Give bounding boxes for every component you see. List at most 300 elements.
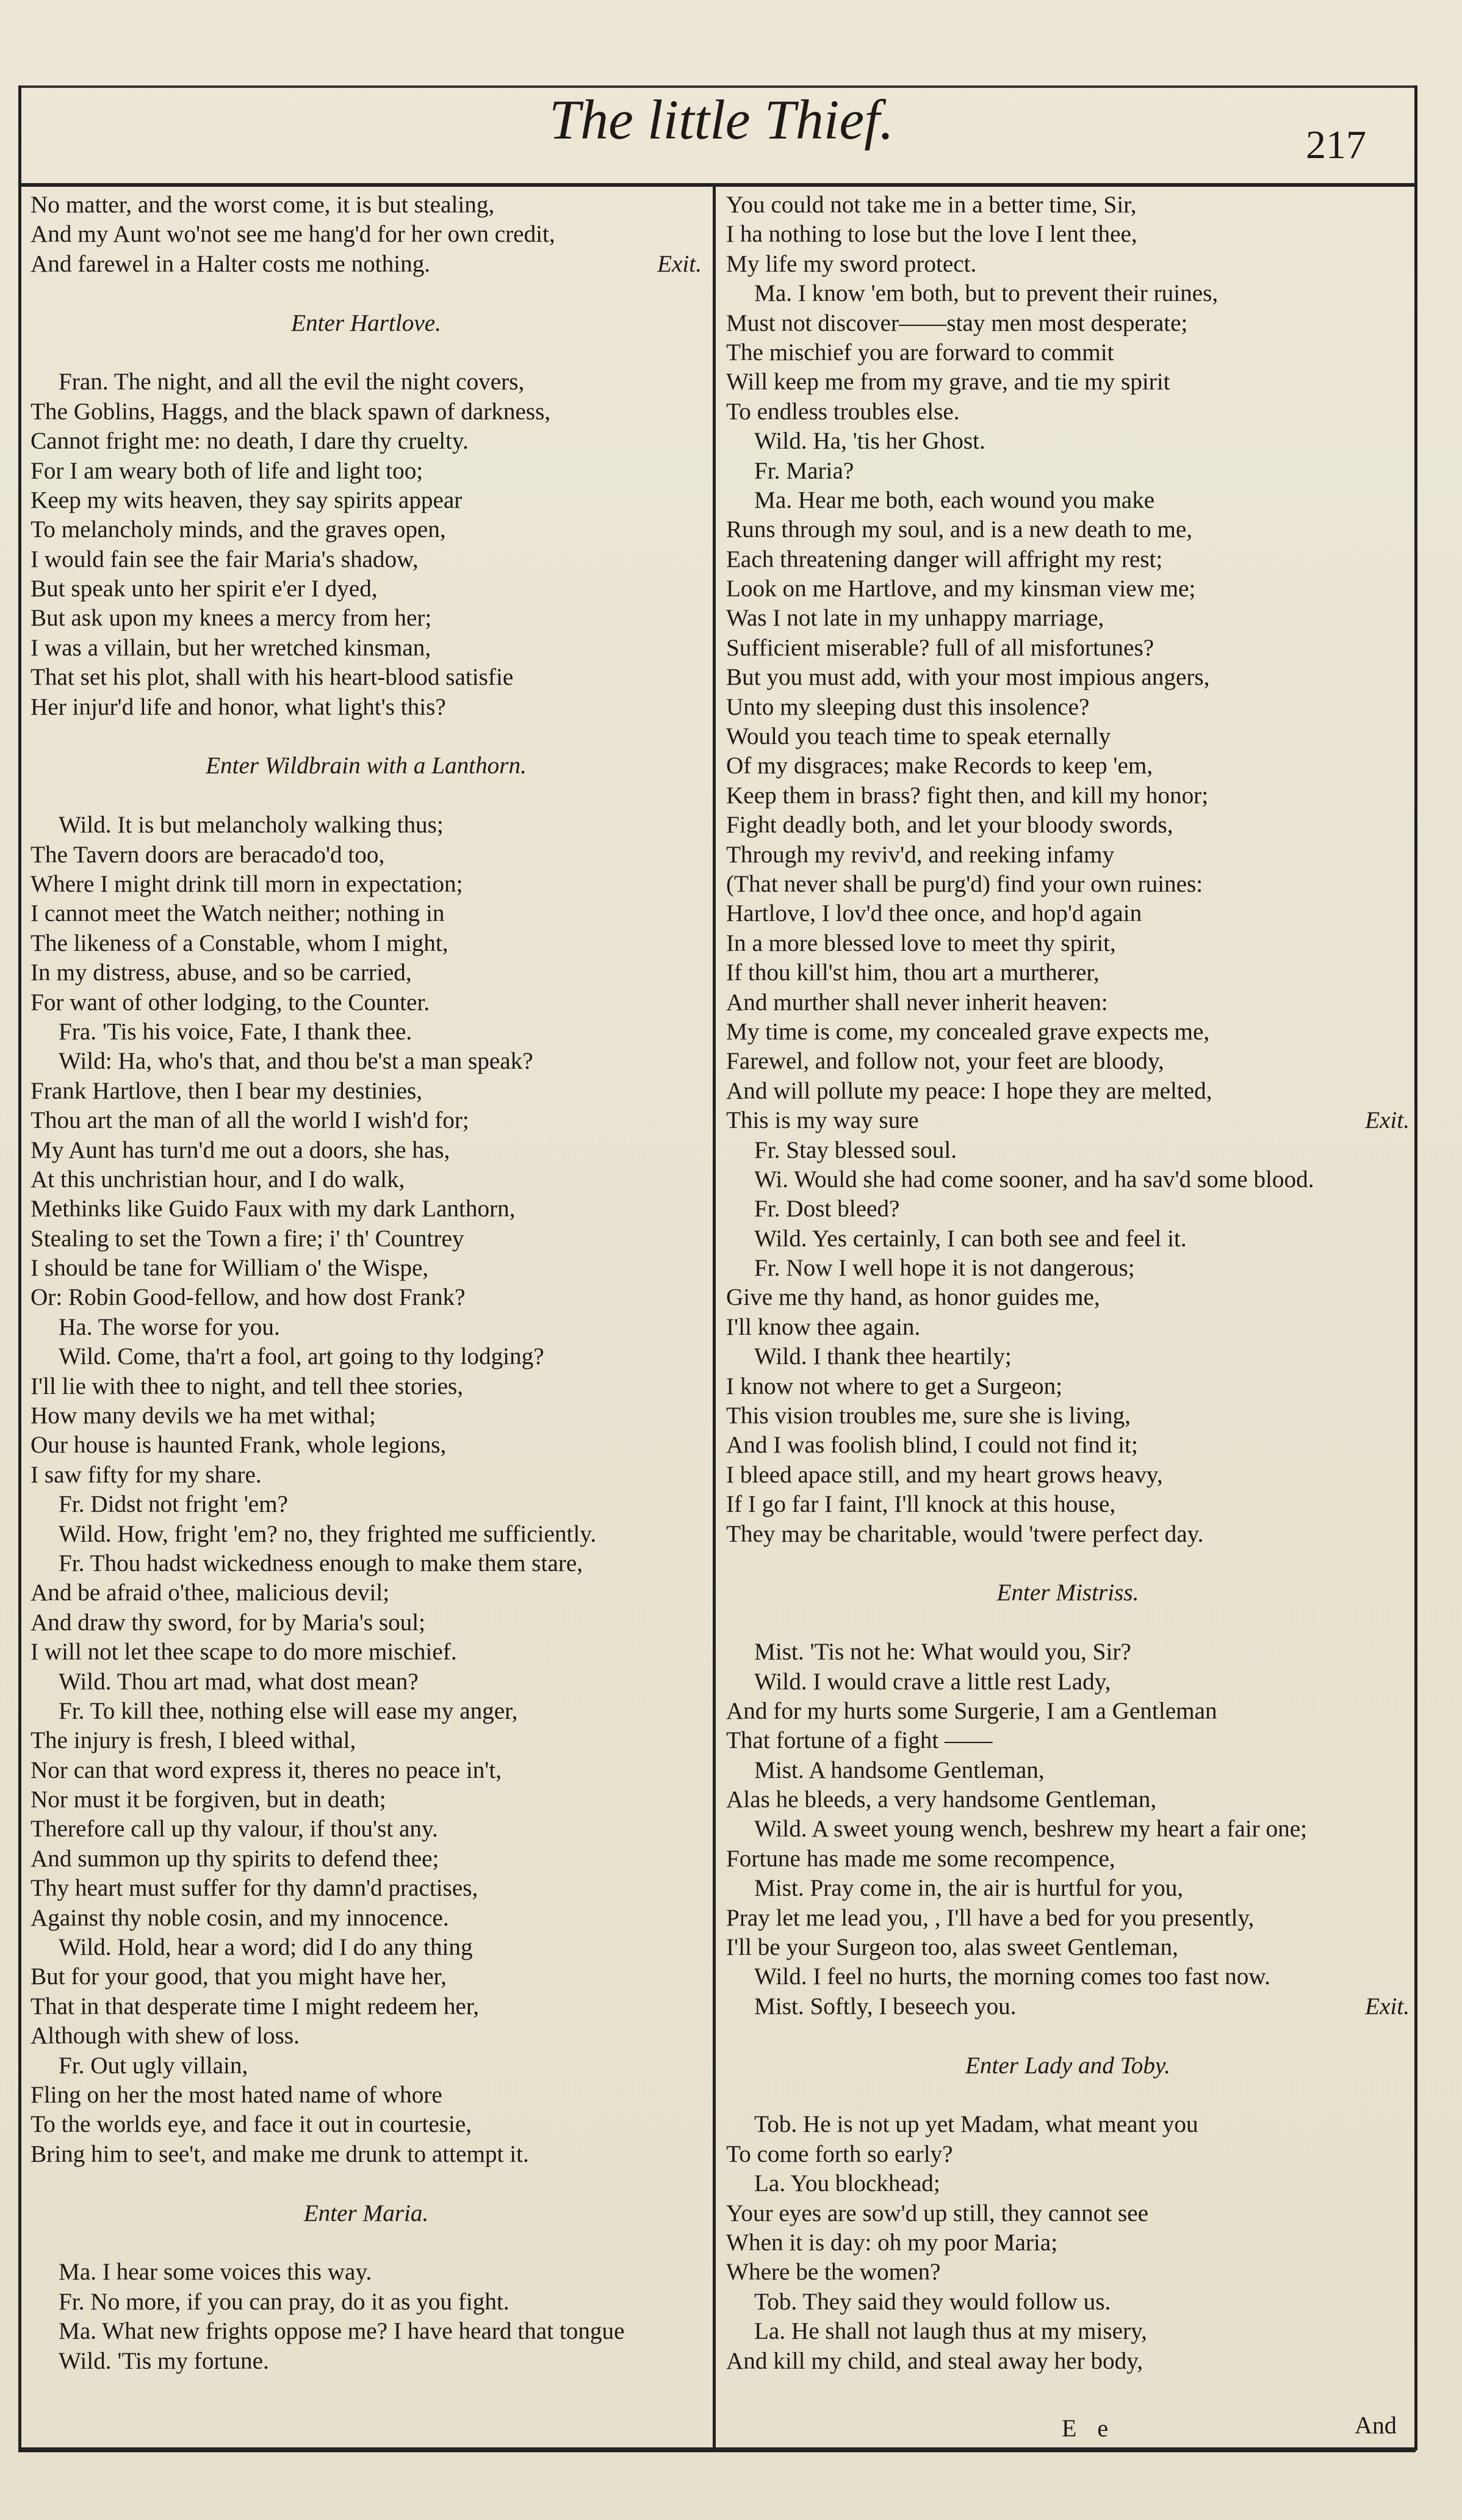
line-text: Enter Hartlove. [291, 309, 441, 336]
line-text: Fight deadly both, and let your bloody swords, [726, 812, 1173, 839]
line-text: Fr. No more, if you can pray, do it as you fight. [59, 2288, 510, 2315]
text-line [726, 663, 1410, 692]
text-line [31, 2287, 702, 2317]
line-text: Although with shew of loss. [31, 2023, 300, 2049]
text-line [31, 1814, 702, 1844]
text-line [726, 1224, 1410, 1254]
text-line [726, 1136, 1410, 1165]
line-text: But you must add, with your most impious angers, [726, 664, 1210, 691]
line-text: Our house is haunted Frank, whole legions, [31, 1432, 447, 1459]
line-text: Farewel, and follow not, your feet are bloody, [726, 1048, 1164, 1075]
line-text: Her injur'd life and honor, what light's this? [31, 693, 446, 720]
text-line [31, 545, 702, 574]
text-line [31, 663, 702, 692]
catchword: And [1355, 2411, 1397, 2439]
line-text: To the worlds eye, and face it out in courtesie, [31, 2111, 472, 2138]
running-title: The little Thief. [549, 88, 894, 151]
text-line [726, 1756, 1410, 1785]
text-line [31, 1401, 702, 1431]
line-text: To endless troubles else. [726, 398, 960, 425]
line-text: In my distress, abuse, and so be carried, [31, 959, 412, 986]
line-text: Wild. Hold, hear a word; did I do any thing [59, 1934, 473, 1961]
line-text: The mischief you are forward to commit [726, 339, 1114, 366]
text-line [726, 899, 1410, 928]
line-text: Sufficient miserable? full of all misfortunes? [726, 634, 1154, 661]
line-text: And farewel in a Halter costs me nothing. [31, 250, 431, 277]
line-text: Cannot fright me: no death, I dare thy cruelty. [31, 428, 469, 455]
text-line [726, 1490, 1410, 1519]
line-text: No matter, and the worst come, it is but stealing, [31, 192, 495, 218]
text-line [31, 988, 702, 1017]
line-text: And kill my child, and steal away her body, [726, 2347, 1143, 2374]
line-text: And draw thy sword, for by Maria's soul; [31, 1609, 426, 1636]
text-line [726, 1313, 1410, 1342]
text-line [31, 1933, 702, 1962]
text-line [726, 1165, 1410, 1194]
line-text: Must not discover——stay men most desperate; [726, 309, 1188, 336]
line-text: Enter Lady and Toby. [965, 2052, 1171, 2079]
left-text-column [31, 190, 702, 2376]
text-line [31, 2051, 702, 2081]
text-line [31, 1372, 702, 1401]
line-text: I would fain see the fair Maria's shadow, [31, 546, 419, 572]
text-line [726, 1372, 1410, 1401]
line-text: Wild. Yes certainly, I can both see and feel it. [754, 1225, 1187, 1252]
line-text: Enter Wildbrain with a Lanthorn. [206, 753, 527, 779]
line-text: Ha. The worse for you. [59, 1313, 280, 1340]
text-line [726, 309, 1410, 338]
blank-line [31, 279, 702, 308]
line-text: I'll lie with thee to night, and tell thee stories, [31, 1373, 464, 1399]
text-line [31, 1047, 702, 1076]
line-text: I bleed apace still, and my heart grows heavy, [726, 1461, 1163, 1488]
right-border-rule [1414, 85, 1417, 2450]
line-text: Each threatening danger will affright my rest; [726, 546, 1163, 572]
line-text: Look on me Hartlove, and my kinsman view me; [726, 576, 1196, 602]
text-line [726, 250, 1410, 279]
line-text: At this unchristian hour, and I do walk, [31, 1166, 405, 1193]
text-line [726, 811, 1410, 840]
line-text: I should be tane for William o' the Wispe, [31, 1255, 429, 1282]
text-line [726, 1460, 1410, 1490]
text-line [31, 2347, 702, 2376]
text-line [31, 1017, 702, 1047]
text-line [726, 1254, 1410, 1283]
text-line [31, 1194, 702, 1224]
line-text: To come forth so early? [726, 2140, 953, 2167]
line-text: Of my disgraces; make Records to keep 'em, [726, 753, 1153, 779]
text-line [726, 515, 1410, 544]
line-text: Wild. 'Tis my fortune. [59, 2347, 269, 2374]
text-line [31, 1992, 702, 2021]
text-line [31, 1874, 702, 1903]
text-line [726, 279, 1410, 308]
blank-line [31, 2228, 702, 2258]
line-text: Keep them in brass? fight then, and kill my honor; [726, 782, 1209, 809]
line-text: Wild. How, fright 'em? no, they frighted me sufficiently. [59, 1520, 597, 1547]
text-line [726, 545, 1410, 574]
text-line [726, 1283, 1410, 1312]
line-text: Methinks like Guido Faux with my dark Lanthorn, [31, 1196, 516, 1222]
blank-line [31, 338, 702, 367]
text-line [31, 1637, 702, 1667]
text-line [31, 2317, 702, 2346]
text-line [31, 1077, 702, 1106]
text-line [31, 1431, 702, 1460]
text-line [31, 190, 702, 220]
line-text: How many devils we ha met withal; [31, 1403, 376, 1429]
text-line [31, 220, 702, 249]
line-text: Pray let me lead you, , I'll have a bed for you presently, [726, 1904, 1255, 1931]
line-text: Mist. Pray come in, the air is hurtful for you, [754, 1875, 1184, 1902]
line-text: If I go far I faint, I'll knock at this house, [726, 1491, 1116, 1518]
text-line [31, 1667, 702, 1697]
line-text: Wild. Thou art mad, what dost mean? [59, 1668, 419, 1695]
text-line [726, 988, 1410, 1017]
line-text: This is my way sure [726, 1107, 919, 1134]
line-text: Enter Mistriss. [996, 1580, 1139, 1606]
line-text: Thy heart must suffer for thy damn'd practises, [31, 1875, 478, 1902]
line-text: That in that desperate time I might redeem her, [31, 1993, 480, 2020]
text-line [31, 929, 702, 958]
line-text: Nor must it be forgiven, but in death; [31, 1786, 386, 1813]
text-line [726, 693, 1410, 722]
line-text: Wild. I would crave a little rest Lady, [754, 1668, 1111, 1695]
line-text: I saw fifty for my share. [31, 1461, 262, 1488]
text-line [31, 1342, 702, 1371]
text-line [726, 486, 1410, 515]
line-text: Fr. Didst not fright 'em? [59, 1491, 289, 1518]
text-line [31, 1165, 702, 1194]
text-line [726, 751, 1410, 781]
text-line [31, 604, 702, 633]
text-line [31, 840, 702, 870]
text-line [726, 220, 1410, 249]
text-line [31, 1490, 702, 1519]
text-line [31, 367, 702, 397]
text-line [726, 1077, 1410, 1106]
line-text: And summon up thy spirits to defend thee; [31, 1845, 439, 1872]
text-line [31, 811, 702, 840]
line-text: But for your good, that you might have her, [31, 1963, 447, 1990]
text-line [31, 1313, 702, 1342]
text-line [726, 2347, 1410, 2376]
line-text: Enter Maria. [303, 2200, 429, 2226]
bottom-border-rule [18, 2447, 1416, 2452]
line-text: Fr. Thou hadst wickedness enough to make them stare, [59, 1550, 583, 1576]
blank-line [726, 1608, 1410, 1637]
text-line [31, 1726, 702, 1755]
text-line [726, 1962, 1410, 1991]
line-text: The Tavern doors are beracado'd too, [31, 841, 385, 868]
text-line [726, 1697, 1410, 1726]
text-line [31, 1785, 702, 1814]
line-text: Frank Hartlove, then I bear my destinies, [31, 1077, 423, 1104]
line-text: Was I not late in my unhappy marriage, [726, 605, 1104, 632]
text-line [726, 1637, 1410, 1667]
blank-line [726, 1549, 1410, 1578]
line-text: For want of other lodging, to the Counter. [31, 989, 430, 1016]
line-text: I'll know thee again. [726, 1313, 921, 1340]
line-text: Fr. To kill thee, nothing else will ease my anger, [59, 1697, 518, 1724]
text-line [726, 190, 1410, 220]
text-line [726, 1844, 1410, 1874]
line-text: Fr. Out ugly villain, [59, 2052, 248, 2079]
text-line [31, 693, 702, 722]
right-text-column [726, 190, 1410, 2376]
line-text: Fr. Stay blessed soul. [754, 1136, 957, 1163]
line-text: (That never shall be purg'd) find your own ruines: [726, 870, 1203, 897]
text-line [726, 1814, 1410, 1844]
left-border-rule [18, 85, 21, 2450]
line-text: And for my hurts some Surgerie, I am a Gentleman [726, 1697, 1217, 1724]
line-text: Stealing to set the Town a fire; i' th' Countrey [31, 1225, 464, 1252]
line-text: Ma. What new frights oppose me? I have heard that tongue [59, 2318, 625, 2345]
text-line [726, 574, 1410, 604]
exit-direction: Exit. [1365, 1993, 1410, 2020]
line-text: Wild. I feel no hurts, the morning comes too fast now. [754, 1963, 1270, 1990]
line-text: And my Aunt wo'not see me hang'd for her own credit, [31, 221, 555, 248]
line-text: For I am weary both of life and light too; [31, 457, 423, 484]
text-line [726, 2140, 1410, 2169]
text-line [31, 1106, 702, 1135]
line-text: Fr. Dost bleed? [754, 1196, 900, 1222]
line-text: And will pollute my peace: I hope they are melted, [726, 1077, 1212, 1104]
line-text: Where be the women? [726, 2259, 941, 2286]
text-line [31, 1520, 702, 1549]
line-text: When it is day: oh my poor Maria; [726, 2229, 1058, 2256]
line-text: Keep my wits heaven, they say spirits appear [31, 486, 463, 513]
line-text: The Goblins, Haggs, and the black spawn of darkness, [31, 398, 551, 425]
text-line [31, 634, 702, 663]
line-text: That fortune of a fight —— [726, 1727, 993, 1754]
line-text: The injury is fresh, I bleed withal, [31, 1727, 356, 1754]
text-line [31, 2021, 702, 2051]
text-line [726, 1874, 1410, 1903]
text-line [726, 2199, 1410, 2228]
exit-direction: Exit. [657, 250, 702, 277]
blank-line [31, 781, 702, 811]
line-text: Fran. The night, and all the evil the night covers, [59, 369, 525, 395]
exit-direction: Exit. [1365, 1107, 1410, 1134]
text-line [31, 2140, 702, 2169]
line-text: Fr. Now I well hope it is not dangerous; [754, 1255, 1135, 1282]
text-line [726, 1401, 1410, 1431]
text-line [726, 2110, 1410, 2139]
blank-line [726, 2081, 1410, 2110]
text-line [726, 427, 1410, 456]
text-line [726, 604, 1410, 633]
text-line [31, 574, 702, 604]
text-line [31, 1844, 702, 1874]
signature-mark: E e [1062, 2414, 1116, 2442]
stage-direction [31, 309, 702, 338]
line-text: My life my sword protect. [726, 250, 977, 277]
line-text: Tob. He is not up yet Madam, what meant you [754, 2111, 1198, 2138]
line-text: I cannot meet the Watch neither; nothing in [31, 900, 445, 927]
line-text: I ha nothing to lose but the love I lent thee, [726, 221, 1137, 248]
stage-direction [726, 1578, 1410, 1608]
page-number: 217 [1306, 123, 1366, 167]
text-line [31, 1283, 702, 1312]
text-line [726, 634, 1410, 663]
line-text: The likeness of a Constable, whom I might, [31, 930, 448, 956]
text-line [726, 1785, 1410, 1814]
line-text: Wild. Ha, 'tis her Ghost. [754, 428, 985, 455]
blank-line [726, 2021, 1410, 2051]
line-text: Ma. I know 'em both, but to prevent their ruines, [754, 280, 1219, 307]
text-line [726, 1904, 1410, 1933]
text-line [726, 1933, 1410, 1962]
text-line [31, 958, 702, 987]
line-text: Fra. 'Tis his voice, Fate, I thank thee. [59, 1018, 412, 1045]
text-line [726, 1726, 1410, 1755]
text-line [726, 958, 1410, 987]
line-text: Unto my sleeping dust this insolence? [726, 693, 1090, 720]
stage-direction [31, 751, 702, 781]
top-border-rule [18, 85, 1416, 88]
text-line [31, 427, 702, 456]
text-line [726, 870, 1410, 899]
text-line [31, 2110, 702, 2139]
text-line [31, 397, 702, 427]
line-text: Would you teach time to speak eternally [726, 723, 1111, 750]
column-divider-rule [713, 186, 716, 2447]
line-text: Nor can that word express it, theres no peace in't, [31, 1756, 502, 1783]
text-line [726, 2228, 1410, 2258]
text-line [726, 1431, 1410, 1460]
line-text: Mist. A handsome Gentleman, [754, 1756, 1045, 1783]
text-line [726, 1106, 1410, 1135]
line-text: But speak unto her spirit e'er I dyed, [31, 576, 378, 602]
text-line [31, 1224, 702, 1254]
line-text: Fling on her the most hated name of whore [31, 2082, 442, 2108]
text-line [726, 2169, 1410, 2198]
line-text: In a more blessed love to meet thy spirit, [726, 930, 1116, 956]
line-text: And I was foolish blind, I could not find it; [726, 1432, 1138, 1459]
line-text: Hartlove, I lov'd thee once, and hop'd again [726, 900, 1142, 927]
line-text: Bring him to see't, and make me drunk to attempt it. [31, 2140, 529, 2167]
line-text: La. You blockhead; [754, 2170, 940, 2197]
text-line [31, 2258, 702, 2287]
line-text: Mist. Softly, I beseech you. [754, 1993, 1017, 2020]
line-text: Ma. Hear me both, each wound you make [754, 486, 1155, 513]
line-text: Wild. A sweet young wench, beshrew my heart a fair one; [754, 1816, 1307, 1843]
text-line [31, 1578, 702, 1608]
text-line [31, 1756, 702, 1785]
line-text: Wi. Would she had come sooner, and ha sav'd some blood. [754, 1166, 1314, 1193]
text-line [726, 722, 1410, 751]
text-line [726, 781, 1410, 811]
line-text: I will not let thee scape to do more mischief. [31, 1639, 457, 1666]
text-line [726, 2287, 1410, 2317]
line-text: And be afraid o'thee, malicious devil; [31, 1580, 390, 1606]
line-text: I was a villain, but her wretched kinsman, [31, 634, 431, 661]
line-text: And murther shall never inherit heaven: [726, 989, 1108, 1016]
line-text: Fr. Maria? [754, 457, 854, 484]
line-text: Through my reviv'd, and reeking infamy [726, 841, 1115, 868]
line-text: Wild. Come, tha'rt a fool, art going to thy lodging? [59, 1343, 544, 1370]
text-line [31, 1136, 702, 1165]
text-line [31, 1254, 702, 1283]
line-text: Runs through my soul, and is a new death to me, [726, 516, 1193, 543]
text-line [31, 1697, 702, 1726]
line-text: Ma. I hear some voices this way. [59, 2259, 372, 2286]
text-line [726, 1667, 1410, 1697]
line-text: This vision troubles me, sure she is living, [726, 1403, 1131, 1429]
line-text: Wild: Ha, who's that, and thou be'st a man speak? [59, 1048, 533, 1075]
line-text: Therefore call up thy valour, if thou'st any. [31, 1816, 438, 1843]
line-text: Alas he bleeds, a very handsome Gentleman, [726, 1786, 1157, 1813]
line-text: Will keep me from my grave, and tie my spirit [726, 369, 1170, 395]
line-text: Against thy noble cosin, and my innocence. [31, 1904, 449, 1931]
line-text: I'll be your Surgeon too, alas sweet Gentleman, [726, 1934, 1178, 1961]
text-line [31, 2081, 702, 2110]
line-text: But ask upon my knees a mercy from her; [31, 605, 432, 632]
text-line [31, 250, 702, 279]
stage-direction [31, 2199, 702, 2228]
line-text: Your eyes are sow'd up still, they cannot see [726, 2200, 1148, 2226]
text-line [31, 1962, 702, 1991]
text-line [726, 1342, 1410, 1371]
line-text: You could not take me in a better time, Sir, [726, 192, 1137, 218]
text-line [726, 1047, 1410, 1076]
line-text: Wild. It is but melancholy walking thus; [59, 812, 444, 839]
line-text: Or: Robin Good-fellow, and how dost Frank? [31, 1284, 466, 1311]
text-line [31, 486, 702, 515]
text-line [31, 1549, 702, 1578]
text-line [726, 367, 1410, 397]
line-text: To melancholy minds, and the graves open, [31, 516, 446, 543]
line-text: Thou art the man of all the world I wish'd for; [31, 1107, 469, 1134]
text-line [31, 899, 702, 928]
text-line [726, 1520, 1410, 1549]
text-line [726, 929, 1410, 958]
text-line [31, 457, 702, 486]
line-text: Fortune has made me some recompence, [726, 1845, 1115, 1872]
line-text: Give me thy hand, as honor guides me, [726, 1284, 1100, 1311]
text-line [726, 457, 1410, 486]
text-line [726, 1017, 1410, 1047]
text-line [31, 1904, 702, 1933]
text-line [726, 1992, 1410, 2021]
line-text: Where I might drink till morn in expectation; [31, 870, 463, 897]
stage-direction [726, 2051, 1410, 2081]
text-line [31, 1460, 702, 1490]
line-text: Mist. 'Tis not he: What would you, Sir? [754, 1639, 1131, 1666]
line-text: My time is come, my concealed grave expects me, [726, 1018, 1210, 1045]
blank-line [31, 722, 702, 751]
text-line [31, 515, 702, 544]
line-text: That set his plot, shall with his heart-blood satisfie [31, 664, 514, 691]
line-text: La. He shall not laugh thus at my misery, [754, 2318, 1147, 2345]
text-line [726, 2317, 1410, 2346]
line-text: They may be charitable, would 'twere perfect day. [726, 1520, 1204, 1547]
line-text: Wild. I thank thee heartily; [754, 1343, 1012, 1370]
line-text: I know not where to get a Surgeon; [726, 1373, 1063, 1399]
blank-line [31, 2169, 702, 2198]
line-text: Tob. They said they would follow us. [754, 2288, 1111, 2315]
text-line [726, 1194, 1410, 1224]
text-line [726, 2258, 1410, 2287]
text-line [726, 338, 1410, 367]
text-line [726, 840, 1410, 870]
text-line [726, 397, 1410, 427]
line-text: My Aunt has turn'd me out a doors, she has, [31, 1136, 450, 1163]
text-line [31, 870, 702, 899]
text-line [31, 1608, 702, 1637]
line-text: If thou kill'st him, thou art a murtherer, [726, 959, 1100, 986]
